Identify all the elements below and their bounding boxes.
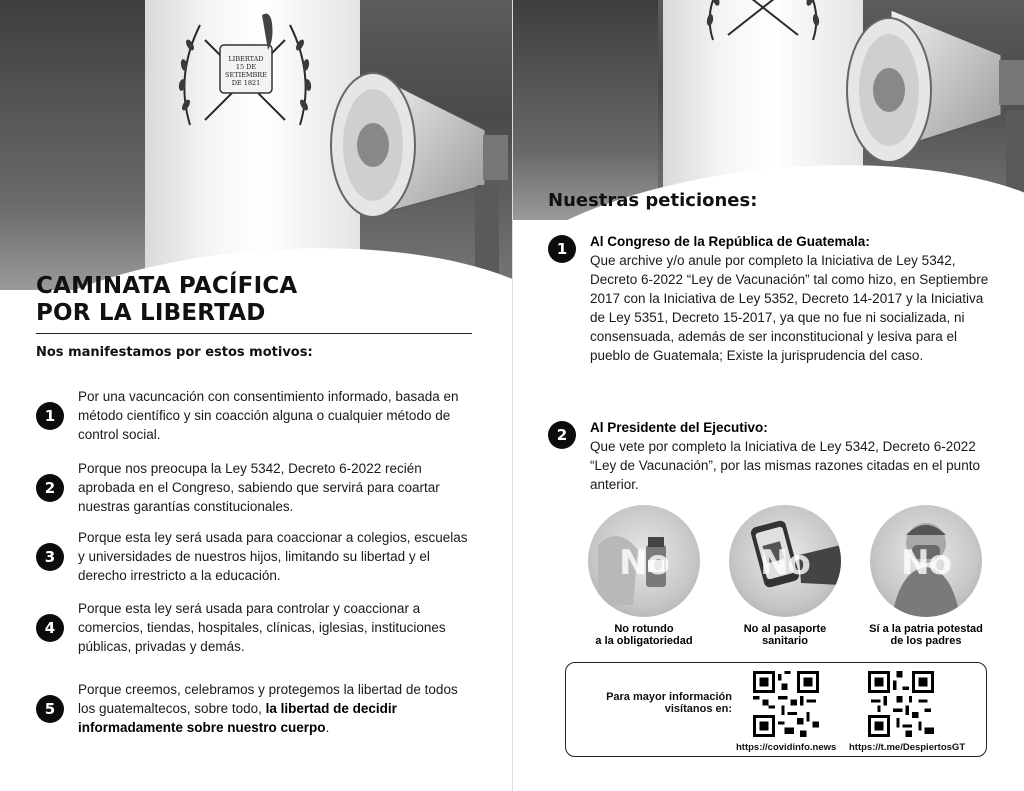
flag-banner <box>0 0 512 290</box>
title-line-1: CAMINATA PACÍFICA <box>36 273 298 299</box>
petition-heading: Al Congreso de la República de Guatemala: <box>590 234 870 249</box>
reason-text-bold: la libertad de decidir informadamente sobre nuestro cuerpo <box>78 701 397 735</box>
svg-text:15 DE: 15 DE <box>235 63 257 71</box>
subtitle: Nos manifestamos por estos motivos: <box>36 345 313 360</box>
reason-item <box>36 599 476 656</box>
petitions-title: Nuestras peticiones: <box>548 190 758 211</box>
circle-caption <box>869 623 983 647</box>
caption-line-2: sanitario <box>762 635 808 647</box>
number-badge: 4 <box>36 614 64 642</box>
slogan-item <box>726 505 844 647</box>
reason-item <box>36 459 476 516</box>
caption-line-2: a la obligatoriedad <box>595 635 693 647</box>
circle-caption <box>744 623 827 647</box>
circle-image <box>729 505 841 617</box>
number-badge: 2 <box>36 474 64 502</box>
caption-line-1: Sí a la patria potestad <box>869 623 983 635</box>
url-link-covidinfo[interactable]: https://covidinfo.news <box>736 742 837 753</box>
qr-code-icon[interactable] <box>753 671 819 737</box>
info-label-line-2: visítanos en: <box>664 703 732 715</box>
caption-line-1: No al pasaporte <box>743 623 827 635</box>
slogan-item <box>867 505 985 647</box>
no-overlay-text: No <box>760 543 810 583</box>
title-divider <box>36 333 472 334</box>
reason-text: Porque esta ley será usada para controlar y coaccionar a comercios, tiendas, hospitales, clínicas, iglesias, instituciones públicas, privadas y demás. <box>78 601 446 654</box>
petition-text: Que archive y/o anule por completo la Iniciativa de Ley 5342, Decreto 6-2022 “Ley de Vacunación” tal como hizo, en Septiembre 2017 con la Iniciativa de Ley 5352, Decreto 14-2017 y la Iniciativa de Ley 5351, Decreto 15-2017, ya que no fue ni socializada, ni consensuada, además de ser inconstitucional y lesiva para el pueblo de Guatemala; Existe la jurisprudencia del caso. <box>590 253 989 363</box>
info-label-line-1: Para mayor información <box>606 691 732 703</box>
right-panel <box>512 0 1024 791</box>
number-badge: 2 <box>548 421 576 449</box>
coat-of-arms-icon <box>170 5 320 145</box>
caption-line-2: de los padres <box>890 635 962 647</box>
svg-text:DE 1821: DE 1821 <box>231 79 261 87</box>
title-line-2: POR LA LIBERTAD <box>36 300 266 326</box>
reason-text <box>78 680 476 737</box>
circle-image <box>588 505 700 617</box>
number-badge: 3 <box>36 543 64 571</box>
petition-item <box>548 418 998 494</box>
reason-item <box>36 680 476 737</box>
petition-item <box>548 232 998 365</box>
slogan-circles <box>585 505 985 647</box>
petition-body <box>590 418 998 494</box>
url-link-telegram[interactable]: https://t.me/DespiertosGT <box>849 742 966 753</box>
flag-stripe-left <box>513 0 658 220</box>
reason-text: Por una vacuncación con consentimiento informado, basada en método científico y sin coacción alguna o cualquier método de control social. <box>78 389 459 442</box>
reason-text: Porque nos preocupa la Ley 5342, Decreto 6-2022 recién aprobada en el Congreso, sabiendo que servirá para coartar nuestras garantías constitucionales. <box>78 461 440 514</box>
info-box <box>565 662 987 757</box>
petition-heading: Al Presidente del Ejecutivo: <box>590 420 768 435</box>
petition-body <box>590 232 998 365</box>
svg-text:SETIEMBRE: SETIEMBRE <box>225 71 267 79</box>
number-badge: 5 <box>36 695 64 723</box>
number-badge: 1 <box>36 402 64 430</box>
reason-item <box>36 387 476 444</box>
flag-banner <box>513 0 1024 220</box>
reason-text: Porque esta ley será usada para coaccionar a colegios, escuelas y universidades de nuestros hijos, limitando su libertad y el derecho irrestricto a la educación. <box>78 530 468 583</box>
info-label <box>592 691 732 715</box>
reason-text-end: . <box>325 720 330 735</box>
coat-of-arms-icon <box>698 0 828 50</box>
reason-text-plain: Porque creemos, celebramos y protegemos la libertad de todos los guatemaltecos, sobre todo, <box>78 682 458 716</box>
reason-item <box>36 528 476 585</box>
qr-code-icon[interactable] <box>868 671 934 737</box>
number-badge: 1 <box>548 235 576 263</box>
caption-line-1: No rotundo <box>614 623 674 635</box>
page-title <box>36 273 476 327</box>
circle-image <box>870 505 982 617</box>
petition-text: Que vete por completo la Iniciativa de Ley 5342, Decreto 6-2022 “Ley de Vacunación”, por las mismas razones citadas en el punto anterior. <box>590 439 980 492</box>
no-overlay-text: No <box>619 543 669 583</box>
svg-text:LIBERTAD: LIBERTAD <box>228 55 264 63</box>
flag-stripe-left <box>0 0 145 290</box>
circle-caption <box>595 623 692 647</box>
no-overlay-text: No <box>901 543 951 583</box>
slogan-item <box>585 505 703 647</box>
